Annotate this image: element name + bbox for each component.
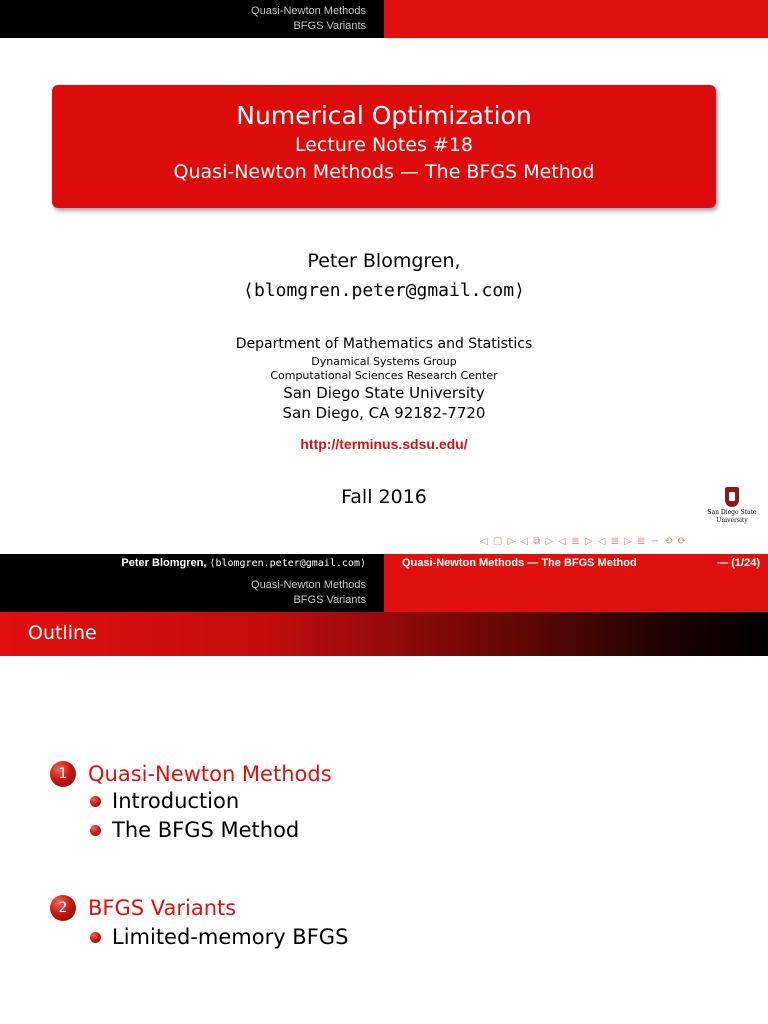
sdsu-shield-icon [725,487,739,507]
header-section-1[interactable]: Quasi-Newton Methods [251,5,366,17]
bullet-ball-icon [90,796,101,807]
footer-author-email: ⟨blomgren.peter@gmail.com⟩ [209,558,366,569]
header-red-bar [384,0,768,38]
department: Department of Mathematics and Statistics [235,336,533,352]
bullet-ball-icon [90,825,101,836]
logo-text [700,509,764,525]
lecture-subtitle: Quasi-Newton Methods — The BFGS Method [173,161,595,183]
subsection-label[interactable]: Introduction [112,789,240,813]
header-section-2[interactable]: BFGS Variants [293,20,366,32]
university-logo [700,487,764,527]
bullet-ball-icon [90,932,101,943]
city-address: San Diego, CA 92182-7720 [282,404,486,422]
footer-author [0,554,384,574]
header-section-nav[interactable] [0,574,384,612]
outline-section-2[interactable] [50,895,236,921]
footer-page-number: — (1/24) [717,557,760,569]
footer-bar [0,554,768,574]
section-number-ball: 2 [50,895,76,921]
logo-line-2: University [716,517,748,524]
section-label[interactable]: Quasi-Newton Methods [88,762,332,786]
outline-subsection[interactable] [90,818,299,842]
author-name: Peter Blomgren, [307,250,461,272]
outline-subsection[interactable] [90,789,239,813]
date: Fall 2016 [341,486,427,508]
title-box [52,85,716,208]
website-link[interactable]: http://terminus.sdsu.edu/ [300,436,468,452]
author-email: ⟨blomgren.peter@gmail.com⟩ [243,280,525,301]
slide-outline [0,554,768,1024]
header-section-2[interactable]: BFGS Variants [293,594,366,606]
lecture-number: Lecture Notes #18 [294,134,473,156]
slide-header [0,0,768,38]
logo-line-1: San Diego State [707,509,757,516]
header-red-bar [384,574,768,612]
footer-title-area [384,554,768,574]
footer-author-name: Peter Blomgren, [121,557,207,569]
outline-subsection[interactable] [90,925,348,949]
subsection-label[interactable]: The BFGS Method [112,818,300,842]
presentation-title: Numerical Optimization [236,101,532,130]
footer-title: Quasi-Newton Methods — The BFGS Method [402,557,637,569]
header-section-nav[interactable] [0,0,384,38]
frame-title: Outline [0,612,768,656]
subsection-label[interactable]: Limited-memory BFGS [112,925,349,949]
slide-header [0,574,768,612]
beamer-navigation-icons[interactable]: ◁ ▢ ▷ ◁ ⧉ ▷ ◁ ≣ ▷ ◁ ≣ ▷ ≣ ∽ ⟲ ⟳ [480,536,688,547]
university: San Diego State University [283,384,485,402]
section-label[interactable]: BFGS Variants [88,896,237,920]
header-section-1[interactable]: Quasi-Newton Methods [251,579,366,591]
section-number-ball: 1 [50,761,76,787]
outline-section-1[interactable] [50,761,332,787]
research-group: Dynamical Systems Group [311,355,457,368]
research-center: Computational Sciences Research Center [270,369,498,382]
